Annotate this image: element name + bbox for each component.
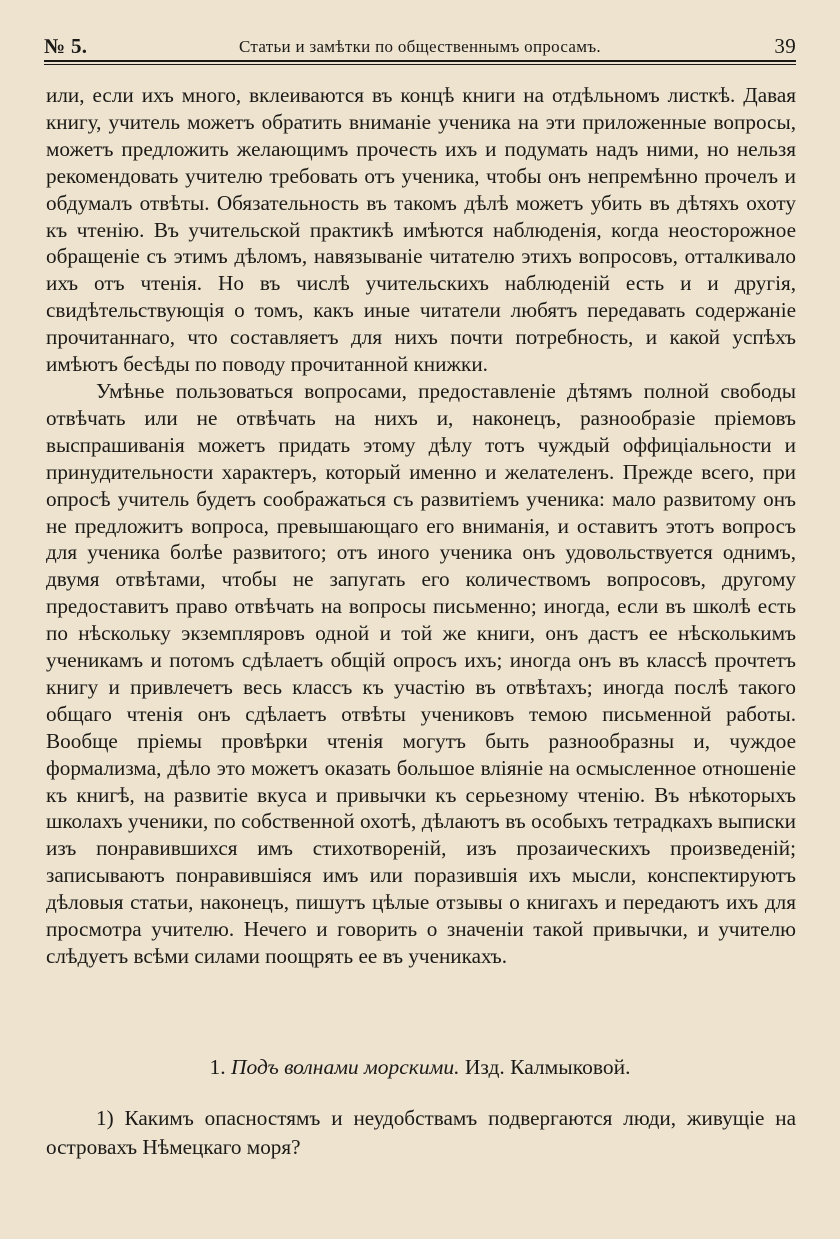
paragraph-2: Умѣнье пользоваться вопросами, предоставленіе дѣтямъ полной свободы отвѣчать или не отвѣчать на нихъ и, наконецъ, разнообразіе пріемовъ выспрашиванія можетъ придать этому дѣлу тотъ чуждый оффиціальности и принудительности характеръ, который именно и желателенъ. Прежде всего, при опросѣ учитель будетъ соображаться съ развитіемъ ученика: мало развитому онъ не предложитъ вопроса, превышающаго его вниманія, и оставитъ этотъ вопросъ для ученика болѣе развитого; отъ иного ученика онъ удовольствуется однимъ, двумя отвѣтами, чтобы не запугать его количествомъ вопросовъ, другому предоставитъ право отвѣчать на вопросы письменно; иногда, если въ школѣ есть по нѣскольку экземпляровъ одной и той же книги, онъ дастъ ее нѣсколькимъ ученикамъ и потомъ сдѣлаетъ общій опросъ ихъ; иногда онъ въ классѣ прочтетъ книгу и привлечетъ весь классъ къ участію въ отвѣтахъ; иногда послѣ такого общаго чтенія онъ сдѣлаетъ отвѣты учениковъ темою письменной работы. Вообще пріемы провѣрки чтенія могутъ быть разнообразны и, чуждое формализма, дѣло это можетъ оказать большое вліяніе на осмысленное отношеніе къ книгѣ, на развитіе вкуса и привычки къ серьезному чтенію. Въ нѣкоторыхъ школахъ ученики, по собственной охотѣ, дѣлаютъ въ особыхъ тетрадкахъ выписки изъ понравившихся имъ стихотвореній, изъ прозаическихъ произведеній; записываютъ понравившіяся имъ или поразившія ихъ мысли, конспектируютъ дѣловыя статьи, наконецъ, пишутъ цѣлые отзывы о книгахъ и передаютъ ихъ для просмотра учителю. Нечего и говорить о значеніи такой привычки, и учителю слѣдуетъ всѣми силами поощрять ее въ ученикахъ. <box>46 378 796 968</box>
section-title: Подъ волнами морскими. <box>231 1055 460 1079</box>
section-publisher: Изд. Калмыковой. <box>464 1055 631 1079</box>
page-number: 39 <box>774 34 796 58</box>
paragraph-1: или, если ихъ много, вклеиваются въ концѣ книги на отдѣльномъ листкѣ. Давая книгу, учитель можетъ обратить вниманіе ученика на эти приложенные вопросы, можетъ предложить желающимъ прочесть ихъ и подумать надъ ними, но нельзя рекомендовать учителю требовать отъ ученика, чтобы онъ непремѣнно прочелъ и обдумалъ отвѣты. Обязательность въ такомъ дѣлѣ можетъ убить въ дѣтяхъ охоту къ чтенію. Въ учительской практикѣ имѣются наблюденія, когда неосторожное обращеніе съ этимъ дѣломъ, навязываніе читателю этихъ вопросовъ, отталкивало ихъ отъ чтенія. Но въ числѣ учительскихъ наблюденій есть и и другія, свидѣтельствующія о томъ, какъ иные читатели любятъ передавать содержаніе прочитаннаго, что составляетъ для нихъ почти потребность, и какой успѣхъ имѣютъ бесѣды по поводу прочитанной книжки. <box>46 83 796 377</box>
question-1: 1) Какимъ опасностямъ и неудобствамъ подвергаются люди, живущіе на островахъ Нѣмецкаго моря? <box>46 1106 796 1159</box>
header-rule-thin <box>44 64 796 65</box>
running-title: Статьи и замѣтки по общественнымъ опросамъ. <box>239 37 601 56</box>
running-header <box>44 34 796 60</box>
header-rule <box>44 60 796 62</box>
body-text <box>46 82 796 970</box>
section-number: 1. <box>209 1055 226 1079</box>
issue-number: № 5. <box>44 34 88 58</box>
section-heading <box>0 1052 840 1082</box>
